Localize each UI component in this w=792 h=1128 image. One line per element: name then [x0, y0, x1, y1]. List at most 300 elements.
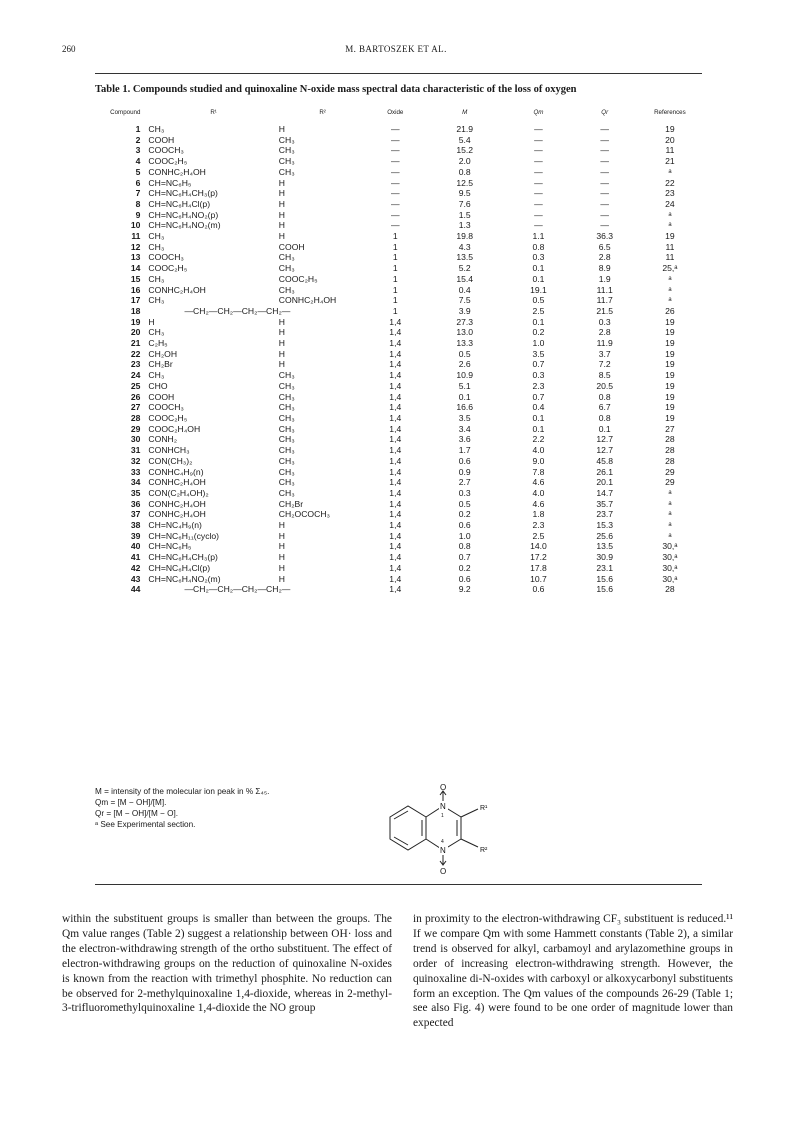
cell-oxide: 1,4 [389, 327, 402, 338]
cell-qr: 2.8 [598, 252, 611, 263]
cell-qr: — [600, 134, 609, 145]
cell-compound: 18 [130, 305, 141, 316]
table-row [95, 295, 702, 306]
cell-oxide: 1,4 [389, 391, 402, 402]
table-row [95, 563, 702, 574]
table-row [95, 488, 702, 499]
r2-label: R² [480, 847, 488, 854]
cell-oxide: 1,4 [389, 530, 402, 541]
cell-r1: CH₃ [148, 327, 165, 338]
oxygen-bottom-label: O [440, 867, 447, 876]
cell-r1-r2-bridge: —CH₂—CH₂—CH₂—CH₂— [184, 584, 291, 595]
cell-qr: 21.5 [596, 305, 614, 316]
cell-references: ᵃ [668, 509, 672, 520]
cell-compound: 8 [135, 198, 141, 209]
cell-r2: H [278, 188, 286, 199]
cell-oxide: 1,4 [389, 541, 402, 552]
cell-oxide: 1,4 [389, 412, 402, 423]
table-row [95, 574, 702, 585]
cell-r2: CH₃ [278, 445, 295, 456]
col-header-compound: Compound [110, 109, 141, 116]
cell-oxide: 1,4 [389, 338, 402, 349]
cell-qm: 2.3 [532, 520, 545, 531]
cell-r2: CH₃ [278, 370, 295, 381]
cell-m: 1.7 [458, 445, 471, 456]
cell-references: 19 [665, 380, 675, 391]
cell-m: 27.3 [456, 316, 474, 327]
cell-r2: H [278, 573, 286, 584]
table-row [95, 338, 702, 349]
cell-references: ᵃ [668, 166, 672, 177]
cell-r2: CH₃ [278, 487, 295, 498]
cell-qm: 1.0 [532, 338, 545, 349]
cell-compound: 1 [135, 124, 141, 134]
table-row [95, 520, 702, 531]
cell-compound: 29 [130, 423, 141, 434]
cell-compound: 17 [130, 295, 141, 306]
position-4-label: 4 [441, 839, 444, 845]
cell-r2: H [278, 530, 286, 541]
cell-qr: — [600, 209, 609, 220]
cell-qm: 4.0 [532, 445, 545, 456]
cell-oxide: 1,4 [389, 509, 402, 520]
cell-r2: CH₂Br [278, 498, 304, 509]
cell-r1: CH₃ [148, 273, 165, 284]
cell-oxide: — [390, 156, 400, 167]
cell-r2: H [278, 338, 286, 349]
cell-oxide: 1,4 [389, 520, 402, 531]
cell-qm: — [534, 145, 543, 156]
cell-r2: CH₂OCOCH₃ [278, 509, 331, 520]
cell-references: 11 [665, 241, 675, 252]
nitrogen-4-label: N [440, 846, 446, 855]
running-title: M. BARTOSZEK ET AL. [345, 44, 447, 54]
cell-references: 19 [665, 412, 675, 423]
cell-qm: 2.5 [532, 530, 545, 541]
top-rule [95, 73, 702, 74]
cell-references: 28 [665, 434, 675, 445]
cell-compound: 44 [130, 584, 141, 595]
cell-m: 0.6 [458, 520, 471, 531]
cell-qr: 45.8 [596, 455, 614, 466]
cell-qr: 6.7 [598, 402, 611, 413]
cell-oxide: 1 [392, 295, 398, 306]
cell-compound: 16 [130, 284, 141, 295]
cell-oxide: 1 [392, 305, 398, 316]
cell-references: 20 [665, 134, 675, 145]
cell-qm: — [534, 188, 543, 199]
cell-qm: 2.2 [532, 434, 545, 445]
cell-oxide: 1,4 [389, 434, 402, 445]
cell-references: 22 [665, 177, 675, 188]
cell-qm: — [534, 220, 543, 231]
cell-r1: CONHC₂H₄OH [148, 477, 206, 488]
table-row [95, 445, 702, 456]
cell-references: 19 [665, 359, 675, 370]
cell-r1: CON(CH₃)₂ [148, 455, 193, 466]
cell-r1: C₂H₅ [148, 338, 168, 349]
cell-qr: 15.6 [596, 573, 614, 584]
table-notes [95, 786, 355, 830]
cell-m: 0.1 [458, 391, 471, 402]
cell-r2: H [278, 177, 286, 188]
nitrogen-1-label: N [440, 802, 446, 811]
cell-compound: 27 [130, 402, 141, 413]
col-header-references: References [654, 109, 686, 116]
cell-oxide: 1,4 [389, 359, 402, 370]
cell-r1: CH=NC₆H₄Cl(p) [148, 562, 211, 573]
data-table [95, 109, 702, 595]
cell-qm: 7.8 [532, 466, 545, 477]
cell-r2: H [278, 562, 286, 573]
table-row [95, 392, 702, 403]
cell-oxide: 1,4 [389, 477, 402, 488]
cell-r2: H [278, 124, 286, 134]
cell-references: 19 [665, 402, 675, 413]
col-header-qm: Qm [533, 109, 544, 116]
cell-r2: CH₃ [278, 466, 295, 477]
cell-references: ᵃ [668, 498, 672, 509]
cell-r2: CH₃ [278, 284, 295, 295]
cell-qr: — [600, 124, 609, 134]
cell-qr: 12.7 [596, 445, 614, 456]
cell-r1: CONHCH₃ [148, 445, 190, 456]
cell-qr: 12.7 [596, 434, 614, 445]
cell-references: 27 [665, 423, 675, 434]
cell-qm: 0.3 [532, 370, 545, 381]
cell-r1: CONHC₄H₉(n) [148, 466, 204, 477]
cell-oxide: — [390, 220, 400, 231]
cell-r2: COOC₂H₅ [278, 273, 318, 284]
body-paragraph-left: within the substituent groups is smaller than between the groups. The Qm value ranges (Table 2) suggest a relationship between OH· loss and the electron-withdrawing strength of the ortho substituent. The effect of electron-withdrawing groups on the reduction of quinoxaline N-oxides is known from the reaction with trimethyl phosphite. No reduction can be observed for 2-methylquinoxaline 1,4-dioxide, whereas in 2-methyl-3-trifluoromethylquinoxaline 1,4-dioxide the NO group [62, 913, 392, 1015]
cell-qm: 17.2 [530, 552, 547, 563]
cell-qr: — [600, 198, 609, 209]
note-qr: Qr = [M − OH]/[M − O]. [95, 809, 179, 818]
cell-qm: — [534, 124, 543, 134]
cell-oxide: — [390, 145, 400, 156]
table-row [95, 199, 702, 210]
cell-r1: CONHC₂H₄OH [148, 498, 206, 509]
cell-qr: 15.3 [596, 520, 614, 531]
cell-qr: 25.6 [596, 530, 614, 541]
cell-m: 0.5 [458, 498, 471, 509]
cell-m: 5.1 [458, 380, 471, 391]
cell-qr: — [600, 220, 609, 231]
cell-r1: CONHC₂H₄OH [148, 284, 206, 295]
cell-compound: 25 [130, 380, 141, 391]
body-column-right [413, 912, 733, 1031]
cell-qr: 26.1 [596, 466, 614, 477]
cell-r1: CH₃ [148, 231, 165, 242]
cell-qr: 30.9 [596, 552, 614, 563]
cell-r1: COOCH₃ [148, 252, 184, 263]
body-paragraph-right: in proximity to the electron-withdrawing CF₃ substituent is reduced.¹¹ If we compare Qm with some Hammett constants (Table 2), a similar trend is observed for alkyl, carbamoyl and arylazomethine groups in order of increasing electron-withdrawing strength. However, the quinoxaline di-N-oxides with carboxyl or alkoxycarbonyl substituents form an exception. The Qm values of the compounds 26-29 (Table 1; see also Fig. 4) were found to be one order of magnitude lower than expected [413, 913, 733, 1030]
cell-m: 13.0 [456, 327, 474, 338]
cell-m: 0.6 [458, 455, 471, 466]
cell-r2: CH₃ [278, 477, 295, 488]
cell-compound: 2 [135, 134, 141, 145]
cell-references: ᵃ [668, 530, 672, 541]
cell-m: 16.6 [456, 402, 474, 413]
cell-qm: 17.8 [530, 562, 547, 573]
r1-label: R¹ [480, 805, 488, 812]
cell-qr: 11.9 [596, 338, 613, 349]
cell-references: 19 [665, 327, 675, 338]
table-row [95, 477, 702, 488]
cell-compound: 42 [130, 562, 141, 573]
cell-qr: 13.5 [596, 541, 614, 552]
body-column-left [62, 912, 392, 1016]
cell-m: 1.5 [458, 209, 471, 220]
cell-qm: — [534, 156, 543, 167]
col-header-r1: R¹ [210, 109, 217, 116]
cell-references: 30,ᵃ [662, 552, 678, 563]
table-row [95, 285, 702, 296]
cell-r1: COOC₂H₅ [148, 156, 188, 167]
table-row [95, 188, 702, 199]
cell-qm: 0.7 [532, 359, 545, 370]
table-row [95, 242, 702, 253]
cell-qr: 3.7 [598, 348, 611, 359]
cell-qm: 2.3 [532, 380, 545, 391]
cell-r2: CH₃ [278, 402, 295, 413]
table-row [95, 178, 702, 189]
cell-qm: 3.5 [532, 348, 545, 359]
cell-qr: 20.1 [596, 477, 614, 488]
cell-r1: CH=NC₆H₄NO₂(p) [148, 209, 219, 220]
cell-m: 0.3 [458, 487, 471, 498]
cell-qm: 0.1 [532, 273, 545, 284]
cell-qr: 8.9 [598, 263, 611, 274]
cell-qm: 4.0 [532, 487, 545, 498]
cell-r1: CONHC₂H₄OH [148, 509, 206, 520]
cell-r2: H [278, 327, 286, 338]
cell-m: 5.2 [458, 263, 471, 274]
cell-m: 0.2 [458, 509, 471, 520]
cell-r2: CH₃ [278, 434, 295, 445]
table-row [95, 370, 702, 381]
cell-references: 19 [665, 231, 675, 242]
cell-r1: CH=NC₆H₄NO₂(m) [148, 220, 221, 231]
page-header [62, 44, 730, 58]
cell-compound: 28 [130, 412, 141, 423]
cell-r2: CH₃ [278, 380, 295, 391]
cell-compound: 23 [130, 359, 141, 370]
cell-compound: 10 [130, 220, 141, 231]
cell-m: 7.5 [458, 295, 471, 306]
cell-qr: 0.3 [598, 316, 611, 327]
cell-references: 26 [665, 305, 675, 316]
cell-m: 21.9 [456, 124, 474, 134]
cell-qm: 0.2 [532, 327, 545, 338]
cell-compound: 7 [135, 188, 141, 199]
cell-references: 30,ᵃ [662, 573, 678, 584]
cell-oxide: — [390, 188, 400, 199]
cell-qm: 0.1 [532, 263, 545, 274]
cell-qr: — [600, 145, 609, 156]
cell-qr: 2.8 [598, 327, 611, 338]
cell-r2: H [278, 359, 286, 370]
cell-oxide: 1,4 [389, 348, 402, 359]
cell-references: 24 [665, 198, 675, 209]
cell-references: 11 [665, 252, 675, 263]
cell-qm: — [534, 198, 543, 209]
cell-m: 0.6 [458, 573, 471, 584]
cell-r2: CH₃ [278, 412, 295, 423]
cell-r1: CH=NC₆H₅ [148, 541, 192, 552]
cell-qr: — [600, 188, 609, 199]
table-row [95, 231, 702, 242]
cell-references: 19 [665, 316, 675, 327]
cell-compound: 37 [130, 509, 141, 520]
note-m: M = intensity of the molecular ion peak in % Σ₄₅. [95, 787, 270, 796]
cell-oxide: 1,4 [389, 584, 402, 595]
cell-compound: 4 [135, 156, 141, 167]
cell-qm: — [534, 134, 543, 145]
table-row [95, 124, 702, 135]
cell-qm: 0.1 [532, 316, 545, 327]
cell-r2: H [278, 552, 286, 563]
cell-oxide: 1,4 [389, 370, 402, 381]
cell-r2: H [278, 220, 286, 231]
cell-compound: 31 [130, 445, 141, 456]
cell-m: 12.5 [456, 177, 474, 188]
cell-r2: H [278, 209, 286, 220]
position-1-label: 1 [441, 813, 444, 819]
cell-qr: 0.8 [598, 391, 611, 402]
note-experimental: ᵃ See Experimental section. [95, 820, 196, 829]
cell-references: 29 [665, 466, 675, 477]
cell-qm: 0.7 [532, 391, 545, 402]
table-row [95, 359, 702, 370]
cell-qm: 2.5 [532, 305, 545, 316]
cell-r1: COOH [148, 391, 175, 402]
oxygen-top-label: O [440, 784, 447, 792]
table-row [95, 306, 702, 317]
cell-m: 1.0 [458, 530, 471, 541]
cell-m: 3.4 [458, 423, 471, 434]
cell-r1: CONH₂ [148, 434, 178, 445]
cell-qr: 0.1 [598, 423, 611, 434]
cell-r2: H [278, 231, 286, 242]
cell-oxide: 1,4 [389, 316, 402, 327]
col-header-qr: Qr [601, 109, 609, 116]
cell-qm: 14.0 [530, 541, 547, 552]
cell-compound: 9 [135, 209, 141, 220]
cell-r2: CH₃ [278, 455, 295, 466]
cell-compound: 33 [130, 466, 141, 477]
cell-compound: 3 [135, 145, 141, 156]
cell-references: ᵃ [668, 487, 672, 498]
cell-compound: 34 [130, 477, 141, 488]
cell-oxide: — [390, 166, 400, 177]
cell-r1: CH=NC₆H₁₁(cyclo) [148, 530, 220, 541]
cell-r1: COOCH₃ [148, 402, 184, 413]
cell-r1: CH₃ [148, 124, 165, 134]
table-row [95, 456, 702, 467]
cell-m: 0.8 [458, 541, 471, 552]
cell-m: 15.4 [456, 273, 474, 284]
cell-compound: 38 [130, 520, 141, 531]
table-row [95, 552, 702, 563]
cell-m: 10.9 [456, 370, 474, 381]
cell-r1-r2-bridge: —CH₂—CH₂—CH₂—CH₂— [184, 305, 291, 316]
cell-r2: CONHC₂H₄OH [278, 295, 337, 306]
table-row [95, 135, 702, 146]
cell-oxide: 1,4 [389, 455, 402, 466]
cell-r1: CH=NC₆H₄CH₃(p) [148, 188, 218, 199]
cell-r1: COOC₂H₅ [148, 412, 188, 423]
cell-oxide: 1,4 [389, 466, 402, 477]
cell-r2: CH₃ [278, 166, 295, 177]
cell-m: 1.3 [458, 220, 471, 231]
cell-oxide: 1,4 [389, 552, 402, 563]
cell-references: 29 [665, 477, 675, 488]
cell-compound: 15 [130, 273, 141, 284]
cell-compound: 36 [130, 498, 141, 509]
cell-r1: CH₂Br [148, 359, 173, 370]
cell-compound: 30 [130, 434, 141, 445]
cell-oxide: — [390, 209, 400, 220]
cell-m: 2.6 [458, 359, 471, 370]
cell-r1: CHO [148, 380, 168, 391]
cell-qm: 4.6 [532, 477, 545, 488]
table-row [95, 402, 702, 413]
cell-m: 9.5 [458, 188, 471, 199]
cell-compound: 39 [130, 530, 141, 541]
table-row [95, 349, 702, 360]
cell-m: 2.7 [458, 477, 471, 488]
cell-references: 19 [665, 348, 675, 359]
cell-r2: CH₃ [278, 252, 295, 263]
cell-r1: CH=NC₄H₉(n) [148, 520, 202, 531]
table-row [95, 156, 702, 167]
cell-m: 9.2 [458, 584, 471, 595]
cell-qm: 0.1 [532, 423, 545, 434]
cell-r2: CH₃ [278, 145, 295, 156]
cell-oxide: 1,4 [389, 402, 402, 413]
table-row [95, 167, 702, 178]
cell-compound: 26 [130, 391, 141, 402]
cell-oxide: — [390, 177, 400, 188]
table-row [95, 467, 702, 478]
cell-m: 13.3 [456, 338, 474, 349]
cell-compound: 14 [130, 263, 141, 274]
cell-qr: 0.8 [598, 412, 611, 423]
cell-qm: 0.3 [532, 252, 545, 263]
cell-qm: 0.4 [532, 402, 545, 413]
cell-r2: CH₃ [278, 134, 295, 145]
table-row [95, 381, 702, 392]
cell-qm: 0.5 [532, 295, 545, 306]
cell-oxide: 1,4 [389, 573, 402, 584]
col-header-oxide: Oxide [387, 109, 404, 116]
cell-references: 21 [665, 156, 675, 167]
cell-references: ᵃ [668, 284, 672, 295]
cell-qr: — [600, 166, 609, 177]
col-header-m: M [462, 109, 468, 116]
table-row [95, 584, 702, 595]
cell-qr: 8.5 [598, 370, 611, 381]
cell-compound: 24 [130, 370, 141, 381]
cell-qm: 10.7 [530, 573, 547, 584]
cell-compound: 35 [130, 487, 141, 498]
cell-compound: 21 [130, 338, 141, 349]
cell-r2: H [278, 316, 286, 327]
cell-oxide: 1 [392, 252, 398, 263]
cell-r2: H [278, 198, 286, 209]
table-row [95, 317, 702, 328]
